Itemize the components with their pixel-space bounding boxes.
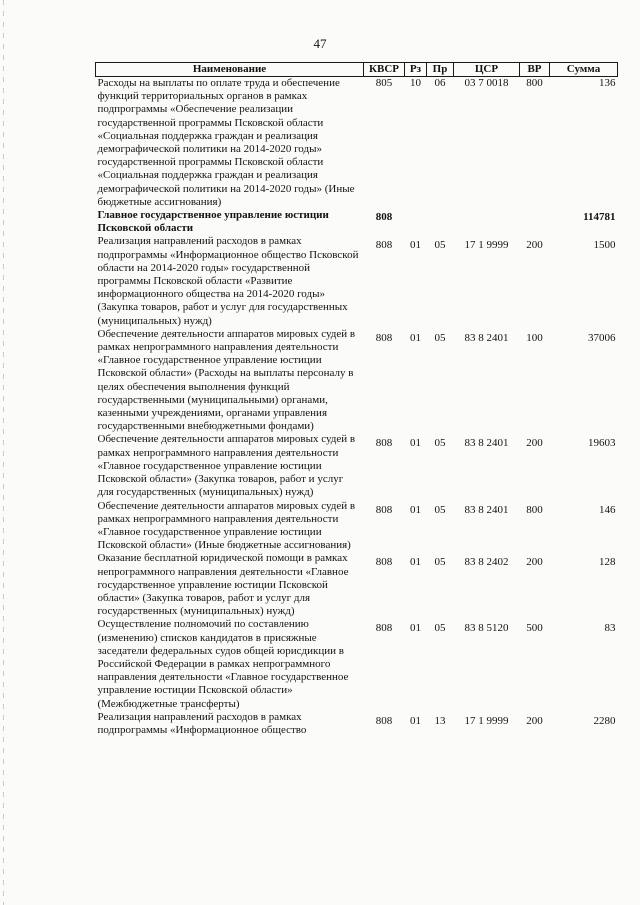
table-row xyxy=(96,552,618,618)
table-row xyxy=(96,433,618,499)
row-rz: 01 xyxy=(410,622,421,635)
row-vr: 800 xyxy=(526,77,543,89)
row-vr: 500 xyxy=(526,622,543,635)
row-rz: 01 xyxy=(410,437,421,450)
row-kvsr: 808 xyxy=(375,239,393,252)
table-row xyxy=(96,711,618,737)
row-sum: 83 xyxy=(604,622,616,635)
row-vr: 100 xyxy=(526,331,543,344)
row-kvsr: 808 xyxy=(375,503,393,516)
row-kvsr: 805 xyxy=(375,77,393,89)
row-pr: 06 xyxy=(434,77,446,89)
row-kvsr: 808 xyxy=(375,556,393,569)
row-name: Осуществление полномочий по составлению (изменению) списков кандидатов в присяжные заседатели федеральных судов общей юрисдикции в Российской Федерации в рамках непрограммного направления деятельности «Главное государственное управление юстиции Псковской области» (Межбюджетные трансферты) xyxy=(97,618,349,710)
header-kvsr: КВСР xyxy=(364,63,405,77)
row-name: Расходы на выплаты по оплате труда и обеспечение функций территориальных органов в рамках подпрограммы «Обеспечение реализации государственной программы Псковской области «Социальная поддержка граждан и реализация демографической политики на 2014-2020 годы» государственной программы Псковской области «Социальная поддержка граждан и реализация демографической политики на 2014-2020 годы» (Иные бюджетные ассигнования) xyxy=(97,77,355,208)
row-pr xyxy=(427,209,454,235)
scan-edge xyxy=(3,0,4,905)
row-csr: 83 8 2401 xyxy=(464,331,509,344)
row-sum: 2280 xyxy=(593,714,616,727)
row-pr: 05 xyxy=(434,331,446,344)
budget-table xyxy=(95,62,618,737)
row-name: Обеспечение деятельности аппаратов мировых судей в рамках непрограммного направления деятельности «Главное государственное управление юстиции Псковской области» (Иные бюджетные ассигнования) xyxy=(97,499,356,552)
page-number: 47 xyxy=(313,36,327,51)
header-csr: ЦСР xyxy=(454,63,520,77)
row-kvsr: 808 xyxy=(375,622,393,635)
row-rz: 01 xyxy=(410,556,421,569)
row-sum: 136 xyxy=(599,77,616,89)
row-pr: 05 xyxy=(434,239,446,252)
row-name: Оказание бесплатной юридической помощи в рамках непрограммного направления деятельности «Главное государственное управление юстиции Псковской области» (Закупка товаров, работ и услуг для государственных (муниципальных) нужд) xyxy=(97,552,349,618)
table-row xyxy=(96,618,618,710)
row-csr: 83 8 2401 xyxy=(464,437,509,450)
row-sum: 114781 xyxy=(583,211,616,224)
row-rz xyxy=(405,209,427,235)
row-csr xyxy=(454,209,520,235)
row-sum: 19603 xyxy=(588,437,616,450)
row-csr: 83 8 2402 xyxy=(464,556,509,569)
row-sum: 1500 xyxy=(593,239,616,252)
row-vr: 800 xyxy=(526,503,543,516)
header-vr: ВР xyxy=(520,63,550,77)
row-rz: 01 xyxy=(410,239,421,252)
row-vr: 200 xyxy=(526,239,543,252)
row-rz: 01 xyxy=(410,503,421,516)
row-kvsr: 808 xyxy=(375,714,393,727)
row-vr: 200 xyxy=(526,437,543,450)
row-name: Обеспечение деятельности аппаратов мировых судей в рамках непрограммного направления деятельности «Главное государственное управление юстиции Псковской области» (Расходы на выплаты персоналу в целях обеспечения выполнения функций государственными (муниципальными) органами, казенными учреждениями, органами управления государственными внебюджетными фондами) xyxy=(97,327,356,433)
row-vr: 200 xyxy=(526,556,543,569)
row-rz: 01 xyxy=(410,714,421,727)
row-sum: 146 xyxy=(599,503,616,516)
row-name: Реализация направлений расходов в рамках подпрограммы «Информационное общество xyxy=(97,710,307,736)
row-csr: 03 7 0018 xyxy=(464,77,509,89)
table-row-section xyxy=(96,209,618,235)
header-sum: Сумма xyxy=(550,63,618,77)
table-row xyxy=(96,77,618,210)
table-row xyxy=(96,235,618,327)
header-name: Наименование xyxy=(96,63,364,77)
row-vr: 200 xyxy=(526,714,543,727)
row-vr xyxy=(520,209,550,235)
row-pr: 13 xyxy=(434,714,446,727)
row-csr: 17 1 9999 xyxy=(464,239,509,252)
row-csr: 83 8 5120 xyxy=(464,622,509,635)
row-sum: 128 xyxy=(599,556,616,569)
table-row xyxy=(96,500,618,553)
row-pr: 05 xyxy=(434,556,446,569)
table-row xyxy=(96,328,618,434)
row-rz: 10 xyxy=(410,77,421,89)
row-kvsr: 808 xyxy=(375,211,393,224)
row-pr: 05 xyxy=(434,503,446,516)
row-pr: 05 xyxy=(434,437,446,450)
row-name: Обеспечение деятельности аппаратов мировых судей в рамках непрограммного направления деятельности «Главное государственное управление юстиции Псковской области» (Закупка товаров, работ и услуг для государственных (муниципальных) нужд) xyxy=(97,433,356,499)
row-rz: 01 xyxy=(410,331,421,344)
header-row xyxy=(96,63,618,77)
row-kvsr: 808 xyxy=(375,437,393,450)
row-csr: 17 1 9999 xyxy=(464,714,509,727)
header-pr: Пр xyxy=(427,63,454,77)
row-sum: 37006 xyxy=(588,331,616,344)
row-pr: 05 xyxy=(434,622,446,635)
row-name: Главное государственное управление юстиции Псковской области xyxy=(97,209,329,235)
row-kvsr: 808 xyxy=(375,331,393,344)
row-csr: 83 8 2401 xyxy=(464,503,509,516)
row-name: Реализация направлений расходов в рамках подпрограммы «Информационное общество Псковской области на 2014-2020 годы» государственной программы Псковской области «Развитие информационного общества на 2014-2020 годы» (Закупка товаров, работ и услуг для государственных (муниципальных) нужд) xyxy=(97,235,359,327)
header-rz: Рз xyxy=(405,63,427,77)
